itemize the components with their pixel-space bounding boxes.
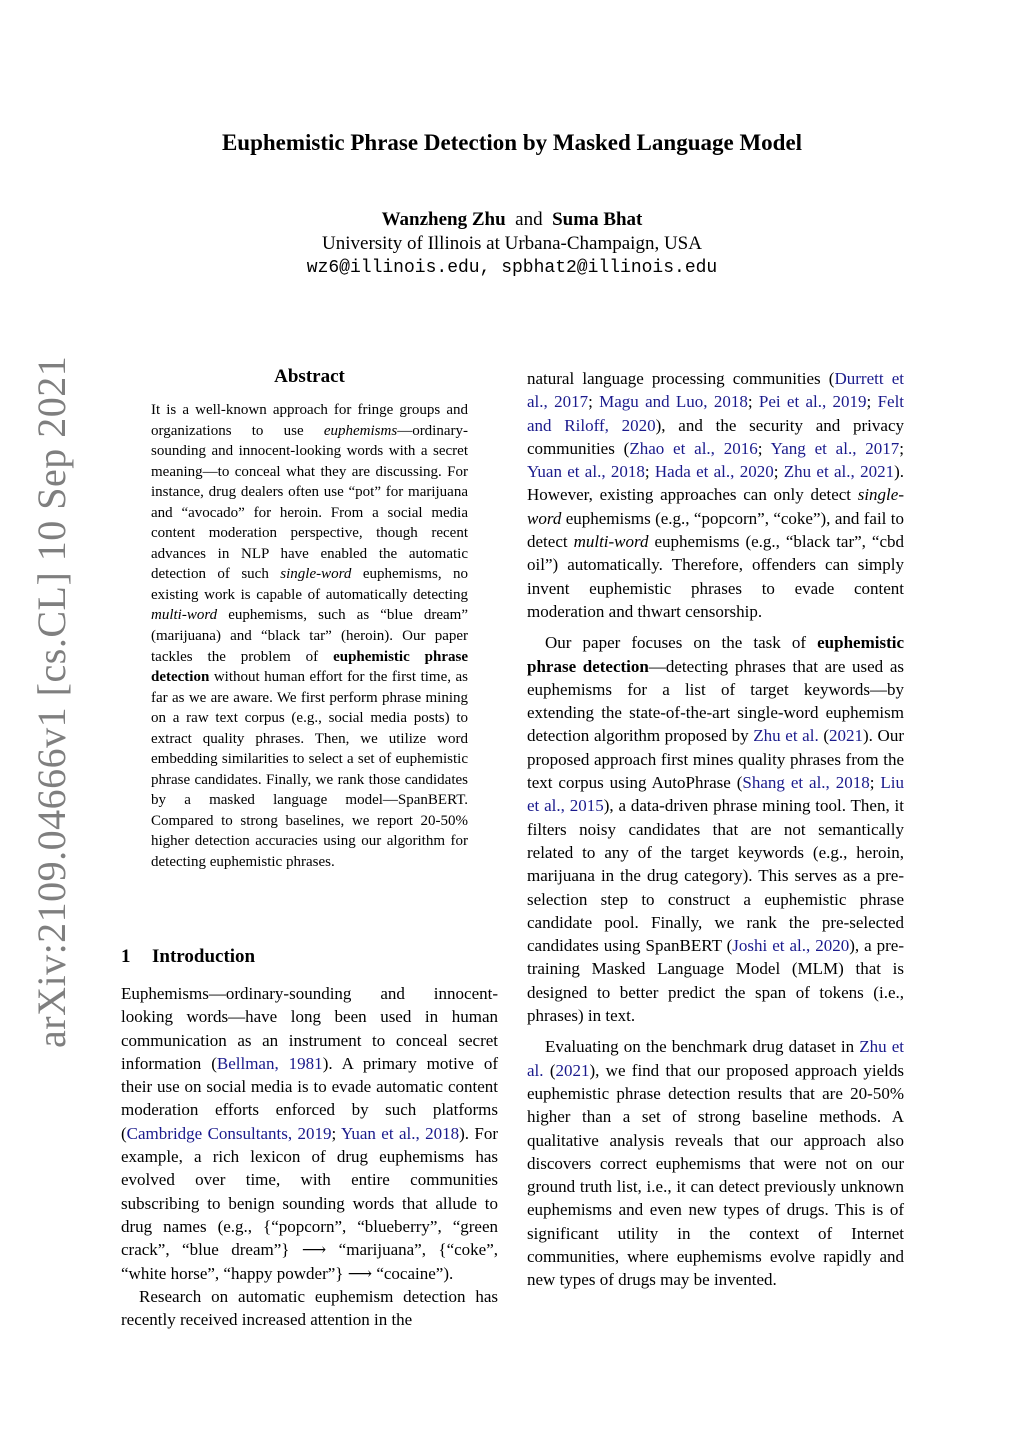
citation-link[interactable]: Cambridge Consultants, 2019 xyxy=(126,1123,332,1143)
abstract-body xyxy=(151,400,468,873)
citation-link[interactable]: Felt and Riloff, 2020 xyxy=(527,392,905,435)
citation-link[interactable]: Liu et al., 2015 xyxy=(527,773,904,816)
author-name: Suma Bhat xyxy=(552,209,643,230)
citation-link[interactable]: Hada et al., 2020 xyxy=(654,462,774,482)
section-number: 1 xyxy=(121,946,131,967)
intro-paragraph: Our paper focuses on the task of euphemistic phrase detection—detecting phrases that are used as euphemisms for a list of target keywords—by extending the state-of-the-art single-word euphemism detection algorithm proposed by Zhu et al. (2021). Our proposed approach first mines quality phrases from the text corpus using AutoPhrase (Shang et al., 2018; Liu et al., 2015), a data-driven phrase mining tool. Then, it filters noisy candidates that are not semantically related to any of the target keywords (e.g., heroin, marijuana in the drug category). This serves as a pre-selection step to construct a euphemistic phrase candidate pool. Finally, we rank the pre-selected candidates using SpanBERT (Joshi et al., 2020), a pre-training Masked Language Model (MLM) that is designed to better predict the span of tokens (i.e., phrases) in text. xyxy=(527,633,904,1026)
section-heading xyxy=(121,946,255,968)
citation-link[interactable]: Yuan et al., 2018 xyxy=(527,462,645,482)
citation-link[interactable]: 2021 xyxy=(829,726,863,746)
author-block xyxy=(0,208,1024,280)
citation-link[interactable]: Shang et al., 2018 xyxy=(742,773,870,793)
section-title: Introduction xyxy=(152,946,256,967)
intro-paragraph: Research on automatic euphemism detection has recently received increased attention in the xyxy=(121,1286,498,1330)
citation-link[interactable]: Zhu et al., 2021 xyxy=(783,462,895,482)
arxiv-identifier-stamp: arXiv:2109.04666v1 [cs.CL] 10 Sep 2021 xyxy=(29,355,74,1048)
intro-paragraph: Evaluating on the benchmark drug dataset in Zhu et al. (2021), we find that our proposed approach yields euphemistic phrase detection results that are 20-50% higher than a set of strong baseline methods. A qualitative analysis reveals that our approach also discovers correct euphemisms that were not on our ground truth list, i.e., it can detect previously unknown euphemisms and even new types of drugs. This is of significant utility in the context of Internet communities, where euphemisms evolve rapidly and new types of drugs may be invented. xyxy=(527,1037,904,1290)
citation-link[interactable]: Yuan et al., 2018 xyxy=(340,1123,460,1143)
intro-paragraph: natural language processing communities (Durrett et al., 2017; Magu and Luo, 2018; Pei et al., 2019; Felt and Riloff, 2020), and the security and privacy communities (Zhao et al., 2016; Yang et al., 2017; Yuan et al., 2018; Hada et al., 2020; Zhu et al., 2021). However, existing approaches can only detect single-word euphemisms (e.g., “popcorn”, “coke”), and fail to detect multi-word euphemisms (e.g., “black tar”, “cbd oil”) automatically. Therefore, offenders can simply invent euphemistic phrases to evade content moderation and thwart censorship. xyxy=(527,369,905,621)
abstract-paragraph: It is a well-known approach for fringe groups and organizations to use euphemisms—ordinary-sounding and innocent-looking words with a secret meaning—to conceal what they are discussing. For instance, drug dealers often use “pot” for marijuana and “avocado” for heroin. From a social media content moderation perspective, though recent advances in NLP have enabled the automatic detection of such single-word euphemisms, no existing work is capable of automatically detecting multi-word euphemisms, such as “blue dream” (marijuana) and “black tar” (heroin). Our paper tackles the problem of euphemistic phrase detection without human effort for the first time, as far as we are aware. We first perform phrase mining on a raw text corpus (e.g., social media posts) to extract quality phrases. Then, we utilize word embedding similarities to select a set of euphemistic phrase candidates. Finally, we rank those candidates by a masked language model—SpanBERT. Compared to strong baselines, we report 20-50% higher detection accuracies using our algorithm for detecting euphemistic phrases. xyxy=(151,402,468,871)
author-name: Wanzheng Zhu xyxy=(381,209,506,230)
left-column-text xyxy=(121,982,498,1331)
citation-link[interactable]: 2021 xyxy=(555,1060,590,1080)
citation-link[interactable]: Zhu et al. xyxy=(753,726,819,746)
citation-link[interactable]: Yang et al., 2017 xyxy=(770,438,900,458)
citation-link[interactable]: Zhu et al. xyxy=(527,1037,904,1080)
citation-link[interactable]: Pei et al., 2019 xyxy=(758,392,867,412)
author-names xyxy=(0,208,1024,232)
author-affiliation: University of Illinois at Urbana-Champaign, USA xyxy=(322,233,702,254)
author-conjunction: and xyxy=(515,209,543,230)
paper-title: Euphemistic Phrase Detection by Masked Language Model xyxy=(221,130,803,155)
right-column-text xyxy=(527,367,904,1292)
abstract-heading: Abstract xyxy=(274,366,345,387)
citation-link[interactable]: Bellman, 1981 xyxy=(216,1053,323,1073)
author-emails[interactable]: wz6@illinois.edu, spbhat2@illinois.edu xyxy=(306,258,718,278)
citation-link[interactable]: Magu and Luo, 2018 xyxy=(599,392,748,412)
citation-link[interactable]: Durrett et al., 2017 xyxy=(527,369,905,412)
citation-link[interactable]: Zhao et al., 2016 xyxy=(629,438,758,458)
citation-link[interactable]: Joshi et al., 2020 xyxy=(732,936,850,956)
intro-paragraph: Euphemisms—ordinary-sounding and innocent-looking words—have long been used in human communication as an instrument to conceal secret information (Bellman, 1981). A primary motive of their use on social media is to evade automatic content moderation efforts enforced by such platforms (Cambridge Consultants, 2019; Yuan et al., 2018). For example, a rich lexicon of drug euphemisms has evolved over time, with entire communities subscribing to benign sounding words that allude to drug names (e.g., {“popcorn”, “blueberry”, “green crack”, “blue dream”} ⟶ “marijuana”, {“coke”, “white horse”, “happy powder”} ⟶ “cocaine”). xyxy=(121,984,498,1283)
